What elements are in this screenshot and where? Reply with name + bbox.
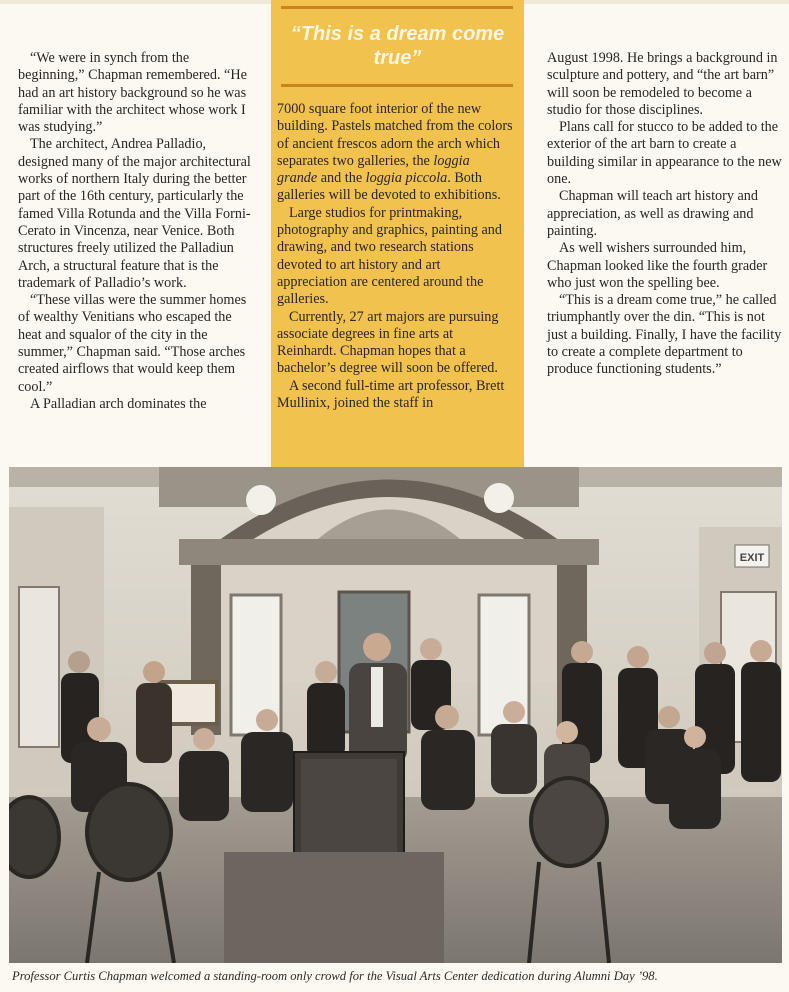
- table: [224, 852, 444, 963]
- pull-quote-bottom-rule: [281, 84, 513, 87]
- right-paragraph-1: August 1998. He brings a background in sculpture and pottery, and “the art barn” will soon be remodeled to become a studio for those disciplines.: [547, 50, 778, 118]
- left-paragraph-3: “These villas were the summer homes of wealthy Venitians who escaped the heat and squalor of the city in the summer,” Chapman said. “Those arches created airflows that would keep them cool.”: [18, 292, 247, 395]
- left-paragraph-1: “We were in synch from the beginning,” Chapman remembered. “He had an art history background so he was familiar with the architect whose work I was studying.”: [18, 50, 247, 136]
- photo-illustration: [9, 467, 782, 963]
- middle-paragraph-2: Large studios for printmaking, photography and graphics, painting and drawing, and two research stations devoted to art history and art appreciation are centered around the galleries.: [277, 204, 502, 308]
- speaker-head: [363, 633, 391, 661]
- left-paragraph-4: A Palladian arch dominates the: [30, 395, 207, 412]
- pull-quote: [271, 0, 524, 95]
- photo-caption: Professor Curtis Chapman welcomed a standing-room only crowd for the Visual Arts Center dedication during Alumni Day ’98.: [12, 969, 658, 983]
- right-paragraph-4: As well wishers surrounded him, Chapman looked like the fourth grader who just won the spelling bee.: [547, 240, 768, 291]
- right-paragraph-2: Plans call for stucco to be added to the exterior of the art barn to create a building similar in appearance to the new one.: [547, 119, 782, 188]
- middle-paragraph-3: Currently, 27 art majors are pursuing associate degrees in fine arts at Reinhardt. Chapman hopes that a bachelor’s degree will soon be offered.: [277, 308, 499, 377]
- middle-column: [277, 101, 513, 412]
- pull-quote-top-rule: [281, 6, 513, 9]
- dedication-photo: [9, 467, 782, 963]
- left-column: [18, 50, 251, 413]
- right-paragraph-5: “This is a dream come true,” he called triumphantly over the din. “This is not just a building. Finally, I have the facility to create a complete department to produce functioning students.”: [547, 292, 782, 378]
- middle-paragraph-1: 7000 square foot interior of the new building. Pastels matched from the colors of ancient frescos adorn the arch which separates two galleries, the loggia grande and the loggia piccola. Both galleries will be devoted to exhibitions.: [277, 101, 513, 204]
- round-window-left: [246, 485, 276, 515]
- right-paragraph-3: Chapman will teach art history and appreciation, as well as drawing and painting.: [547, 188, 758, 239]
- pull-quote-text: “This is a dream come true”: [290, 23, 505, 69]
- svg-text:EXIT: EXIT: [739, 552, 765, 564]
- middle-paragraph-4: A second full-time art professor, Brett Mullinix, joined the staff in: [277, 377, 505, 412]
- exit-sign: [735, 545, 769, 567]
- left-paragraph-2: The architect, Andrea Palladio, designed many of the major architectural works of northern Italy during the better part of the 16th century, particularly the famed Villa Rotunda and the Villa Forni-Cerato in Vincenza, near Venice. Both structures freely utilized the Palladiun Arch, a structural feature that is the trademark of Palladio’s work.: [18, 136, 251, 291]
- right-column: [547, 50, 783, 379]
- round-window-right: [484, 483, 514, 513]
